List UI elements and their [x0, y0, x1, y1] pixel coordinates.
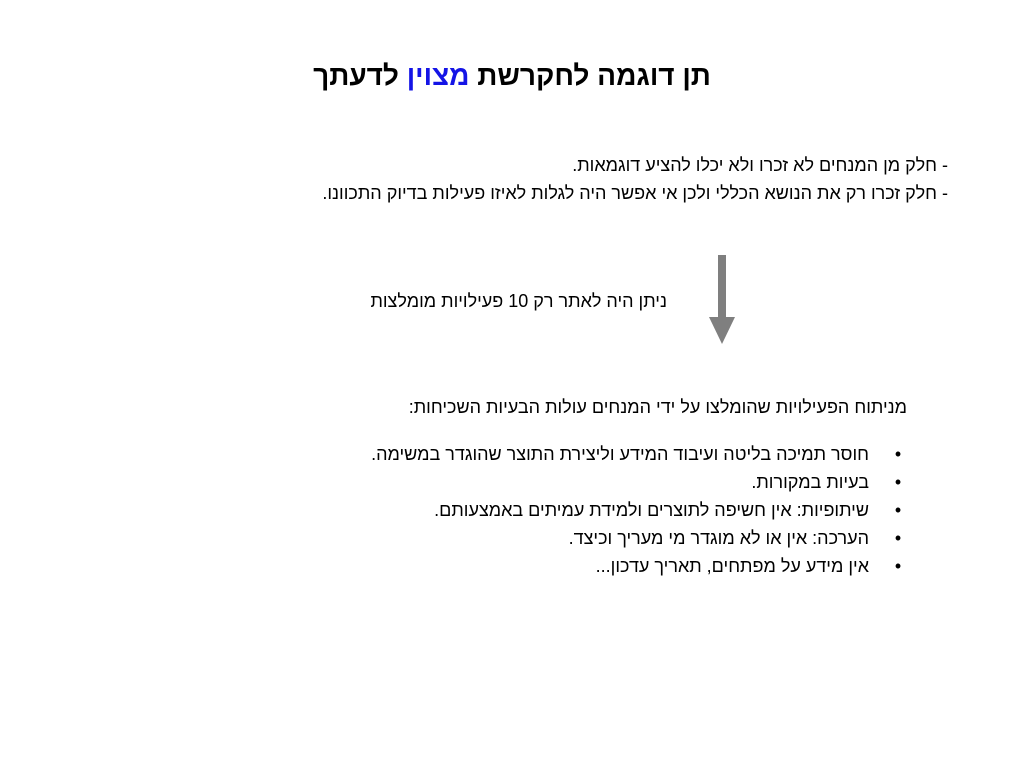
issues-list [145, 440, 905, 580]
intro-line-1: - חלק מן המנחים לא זכרו ולא יכלו להציע דוגמאות. [572, 155, 948, 175]
list-item [145, 440, 905, 468]
list-item [145, 524, 905, 552]
title-part-1: תן דוגמה לחקרשת [477, 60, 711, 91]
down-arrow-icon [707, 255, 737, 345]
list-item-text: חוסר תמיכה בליטה ועיבוד המידע וליצירת התוצר שהוגדר במשימה. [371, 444, 869, 464]
bullet-icon: • [894, 528, 902, 548]
title-part-2: לדעתך [313, 60, 399, 91]
list-item-text: אין מידע על מפתחים, תאריך עדכון... [595, 556, 869, 576]
analysis-heading: מניתוח הפעילויות שהומלצו על ידי המנחים עולות הבעיות השכיחות: [408, 397, 907, 417]
list-item [145, 552, 905, 580]
bullet-icon: • [894, 472, 902, 492]
bullet-icon: • [894, 556, 902, 576]
list-item-text: שיתופיות: אין חשיפה לתוצרים ולמידת עמיתים באמצעותם. [434, 500, 869, 520]
bullet-icon: • [894, 444, 902, 464]
list-item-text: הערכה: אין או לא מוגדר מי מעריך וכיצד. [568, 528, 869, 548]
intro-text [48, 151, 948, 207]
title-accent-word: מצוין [406, 60, 470, 91]
bullet-icon: • [894, 500, 902, 520]
list-item [145, 468, 905, 496]
intro-line-2: - חלק זכרו רק את הנושא הכללי ולכן אי אפשר היה לגלות לאיזו פעילות בדיוק התכוונו. [322, 183, 948, 203]
slide-title [0, 56, 1024, 96]
list-item-text: בעיות במקורות. [751, 472, 869, 492]
arrow-note: ניתן היה לאתר רק 10 פעילויות מומלצות [370, 291, 667, 311]
list-item [145, 496, 905, 524]
